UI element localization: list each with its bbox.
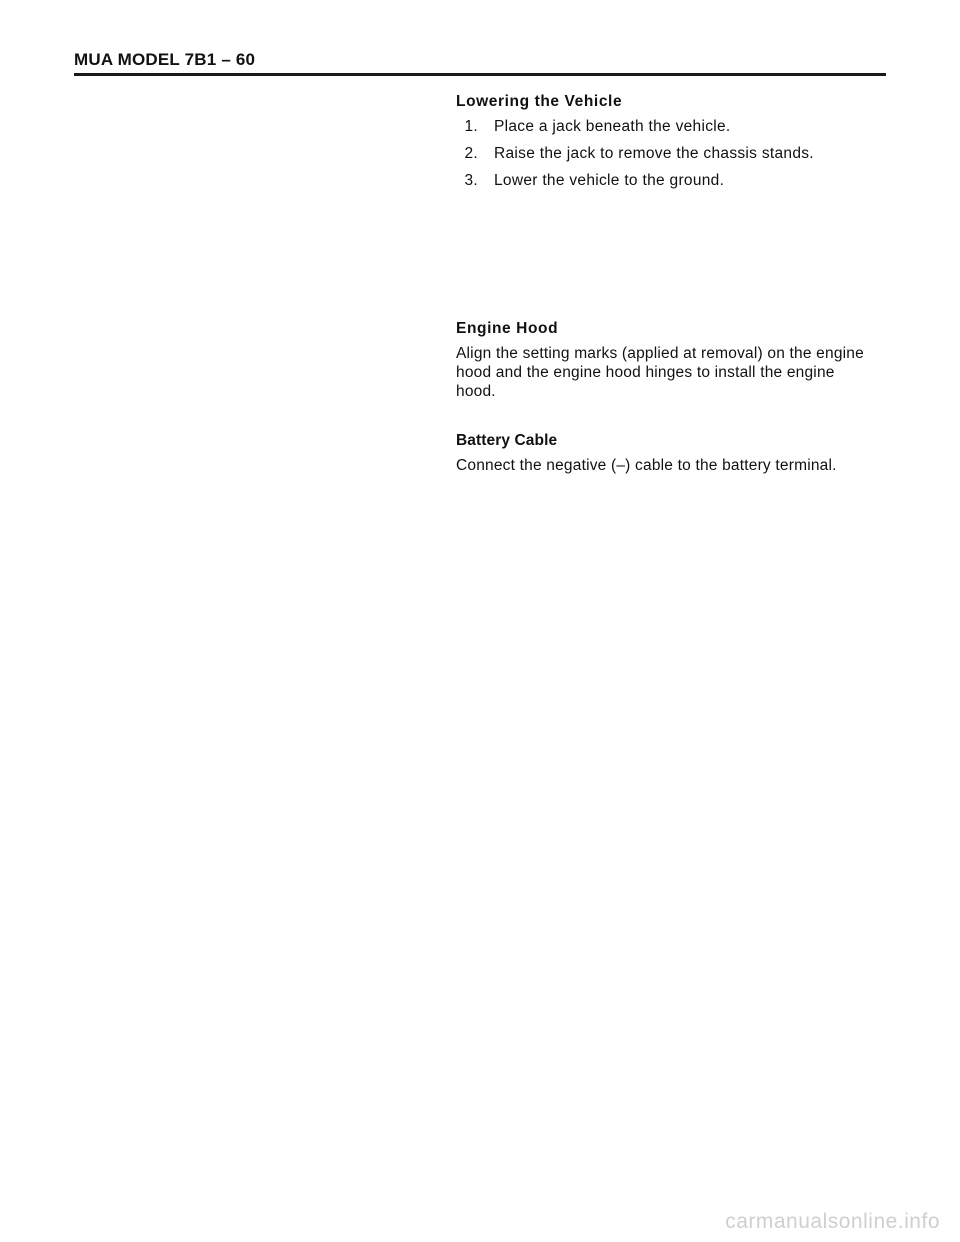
section-battery-cable [456, 432, 876, 475]
section-lowering-the-vehicle [456, 93, 814, 198]
step-text: Raise the jack to remove the chassis stands. [494, 145, 814, 162]
header-rule [74, 73, 886, 76]
step-number: 2. [464, 145, 478, 162]
footer-watermark: carmanualsonline.info [725, 1210, 940, 1233]
step-text: Place a jack beneath the vehicle. [494, 118, 731, 135]
list-item [456, 171, 814, 190]
section-heading: Battery Cable [456, 432, 558, 449]
step-text: Lower the vehicle to the ground. [494, 172, 725, 189]
step-number: 3. [464, 172, 478, 189]
list-item [456, 144, 814, 163]
section-paragraph: Connect the negative (–) cable to the battery terminal. [456, 457, 837, 474]
page-header: MUA MODEL 7B1 – 60 [74, 50, 256, 69]
section-engine-hood [456, 320, 876, 401]
section-paragraph: Align the setting marks (applied at removal) on the engine hood and the engine hood hinges to install the engine hood. [456, 345, 864, 400]
step-number: 1. [464, 118, 478, 135]
section-heading: Engine Hood [456, 320, 559, 337]
step-list [456, 117, 814, 190]
list-item [456, 117, 814, 136]
section-heading: Lowering the Vehicle [456, 93, 623, 110]
